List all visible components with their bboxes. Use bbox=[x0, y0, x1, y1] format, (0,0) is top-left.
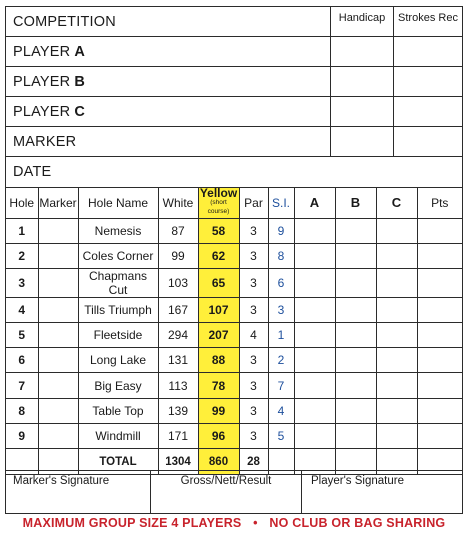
par-value: 4 bbox=[239, 323, 268, 348]
white-column-header: White bbox=[158, 188, 198, 218]
marker-score-cell[interactable] bbox=[38, 297, 78, 322]
date-label: DATE bbox=[13, 164, 52, 180]
player-b-row bbox=[6, 67, 462, 97]
table-row bbox=[6, 268, 462, 297]
player-b-score-cell[interactable] bbox=[335, 243, 376, 268]
white-yardage: 171 bbox=[158, 423, 198, 448]
par-value: 3 bbox=[239, 297, 268, 322]
player-c-strokes-field[interactable] bbox=[394, 97, 462, 126]
yellow-yardage: 96 bbox=[198, 423, 239, 448]
hole-number: 9 bbox=[6, 423, 38, 448]
scorecard-header bbox=[6, 7, 462, 188]
table-row bbox=[6, 323, 462, 348]
hole-name: Coles Corner bbox=[78, 243, 158, 268]
hole-number: 7 bbox=[6, 373, 38, 398]
player-a-label: PLAYER A bbox=[6, 37, 331, 66]
yellow-yardage: 207 bbox=[198, 323, 239, 348]
scorecard bbox=[5, 6, 463, 514]
player-b-handicap-field[interactable] bbox=[331, 67, 394, 96]
white-yardage: 294 bbox=[158, 323, 198, 348]
player-a-column-header: A bbox=[294, 188, 335, 218]
player-c-handicap-field[interactable] bbox=[331, 97, 394, 126]
white-yardage: 139 bbox=[158, 398, 198, 423]
stroke-index: 7 bbox=[268, 373, 294, 398]
strokes-rec-header: Strokes Rec bbox=[398, 12, 458, 24]
stroke-index: 1 bbox=[268, 323, 294, 348]
player-b-score-cell[interactable] bbox=[335, 268, 376, 297]
white-yardage: 99 bbox=[158, 243, 198, 268]
points-cell[interactable] bbox=[417, 297, 462, 322]
marker-signature-field[interactable]: Marker's Signature bbox=[6, 471, 151, 513]
player-a-score-cell[interactable] bbox=[294, 243, 335, 268]
score-table bbox=[6, 188, 462, 475]
player-a-score-cell[interactable] bbox=[294, 323, 335, 348]
player-b-label: PLAYER B bbox=[6, 67, 331, 96]
hole-name: Windmill bbox=[78, 423, 158, 448]
yellow-yardage: 65 bbox=[198, 268, 239, 297]
si-column-header: S.I. bbox=[268, 188, 294, 218]
player-b-score-cell[interactable] bbox=[335, 323, 376, 348]
marker-score-cell[interactable] bbox=[38, 348, 78, 373]
footer-separator: • bbox=[253, 516, 258, 530]
par-value: 3 bbox=[239, 268, 268, 297]
hole-number: 1 bbox=[6, 218, 38, 243]
player-c-score-cell[interactable] bbox=[376, 243, 417, 268]
points-cell[interactable] bbox=[417, 323, 462, 348]
player-b-score-cell[interactable] bbox=[335, 218, 376, 243]
points-cell[interactable] bbox=[417, 348, 462, 373]
competition-label: COMPETITION bbox=[6, 7, 331, 36]
hole-number: 6 bbox=[6, 348, 38, 373]
hole-name: Tills Triumph bbox=[78, 297, 158, 322]
hole-name: Big Easy bbox=[78, 373, 158, 398]
hole-column-header: Hole bbox=[6, 188, 38, 218]
par-value: 3 bbox=[239, 423, 268, 448]
rules-footer bbox=[0, 516, 468, 530]
hole-name: Table Top bbox=[78, 398, 158, 423]
white-yardage: 167 bbox=[158, 297, 198, 322]
player-a-strokes-field[interactable] bbox=[394, 37, 462, 66]
par-value: 3 bbox=[239, 243, 268, 268]
player-a-score-cell[interactable] bbox=[294, 297, 335, 322]
total-yellow: 860 bbox=[198, 449, 239, 475]
marker-score-cell[interactable] bbox=[38, 423, 78, 448]
points-cell[interactable] bbox=[417, 268, 462, 297]
yellow-yardage: 62 bbox=[198, 243, 239, 268]
yellow-yardage: 107 bbox=[198, 297, 239, 322]
hole-name-column-header: Hole Name bbox=[78, 188, 158, 218]
table-row bbox=[6, 348, 462, 373]
marker-score-cell[interactable] bbox=[38, 398, 78, 423]
par-value: 3 bbox=[239, 218, 268, 243]
stroke-index: 5 bbox=[268, 423, 294, 448]
hole-number: 4 bbox=[6, 297, 38, 322]
stroke-index: 2 bbox=[268, 348, 294, 373]
par-value: 3 bbox=[239, 348, 268, 373]
player-b-score-cell[interactable] bbox=[335, 423, 376, 448]
player-c-score-cell[interactable] bbox=[376, 218, 417, 243]
points-cell[interactable] bbox=[417, 218, 462, 243]
stroke-index: 3 bbox=[268, 297, 294, 322]
player-b-score-cell[interactable] bbox=[335, 297, 376, 322]
yellow-yardage: 88 bbox=[198, 348, 239, 373]
player-b-score-cell[interactable] bbox=[335, 373, 376, 398]
date-row bbox=[6, 157, 462, 188]
player-c-score-cell[interactable] bbox=[376, 373, 417, 398]
handicap-header: Handicap bbox=[331, 7, 394, 36]
marker-score-cell[interactable] bbox=[38, 268, 78, 297]
stroke-index: 8 bbox=[268, 243, 294, 268]
player-a-score-cell[interactable] bbox=[294, 268, 335, 297]
player-c-score-cell[interactable] bbox=[376, 423, 417, 448]
marker-row bbox=[6, 127, 462, 157]
table-row bbox=[6, 398, 462, 423]
table-row bbox=[6, 218, 462, 243]
competition-row bbox=[6, 7, 462, 37]
yellow-yardage: 78 bbox=[198, 373, 239, 398]
marker-column-header: Marker bbox=[38, 188, 78, 218]
par-value: 3 bbox=[239, 398, 268, 423]
white-yardage: 113 bbox=[158, 373, 198, 398]
stroke-index: 4 bbox=[268, 398, 294, 423]
player-c-row bbox=[6, 97, 462, 127]
hole-name: Long Lake bbox=[78, 348, 158, 373]
sharing-rule: NO CLUB OR BAG SHARING bbox=[269, 516, 446, 530]
table-row bbox=[6, 243, 462, 268]
marker-score-cell[interactable] bbox=[38, 373, 78, 398]
player-a-score-cell[interactable] bbox=[294, 423, 335, 448]
yellow-yardage: 58 bbox=[198, 218, 239, 243]
yellow-column-header: Yellow (short course) bbox=[198, 188, 239, 218]
white-yardage: 103 bbox=[158, 268, 198, 297]
table-row bbox=[6, 297, 462, 322]
hole-number: 8 bbox=[6, 398, 38, 423]
player-a-score-cell[interactable] bbox=[294, 398, 335, 423]
marker-score-cell[interactable] bbox=[38, 323, 78, 348]
gross-nett-result-field[interactable]: Gross/Nett/Result bbox=[151, 471, 302, 513]
player-c-score-cell[interactable] bbox=[376, 398, 417, 423]
player-c-score-cell[interactable] bbox=[376, 348, 417, 373]
player-b-strokes-field[interactable] bbox=[394, 67, 462, 96]
table-row bbox=[6, 373, 462, 398]
hole-number: 5 bbox=[6, 323, 38, 348]
points-cell[interactable] bbox=[417, 398, 462, 423]
hole-name: Chapmans Cut bbox=[78, 268, 158, 297]
player-c-score-cell[interactable] bbox=[376, 268, 417, 297]
player-signature-field[interactable]: Player's Signature bbox=[311, 475, 404, 487]
stroke-index: 9 bbox=[268, 218, 294, 243]
player-b-score-cell[interactable] bbox=[335, 348, 376, 373]
player-b-column-header: B bbox=[335, 188, 376, 218]
group-size-rule: MAXIMUM GROUP SIZE 4 PLAYERS bbox=[22, 516, 242, 530]
white-yardage: 131 bbox=[158, 348, 198, 373]
player-c-column-header: C bbox=[376, 188, 417, 218]
total-label: TOTAL bbox=[78, 449, 158, 475]
player-c-score-cell[interactable] bbox=[376, 323, 417, 348]
marker-score-cell[interactable] bbox=[38, 243, 78, 268]
marker-handicap-field[interactable] bbox=[331, 127, 394, 156]
table-row bbox=[6, 423, 462, 448]
player-a-score-cell[interactable] bbox=[294, 373, 335, 398]
points-cell[interactable] bbox=[417, 373, 462, 398]
player-a-score-cell[interactable] bbox=[294, 218, 335, 243]
hole-number: 3 bbox=[6, 268, 38, 297]
player-a-row bbox=[6, 37, 462, 67]
signature-row bbox=[6, 470, 462, 513]
par-value: 3 bbox=[239, 373, 268, 398]
points-cell[interactable] bbox=[417, 243, 462, 268]
par-column-header: Par bbox=[239, 188, 268, 218]
points-column-header: Pts bbox=[417, 188, 462, 218]
yellow-yardage: 99 bbox=[198, 398, 239, 423]
total-par: 28 bbox=[239, 449, 268, 475]
player-c-label: PLAYER C bbox=[6, 97, 331, 126]
marker-label: MARKER bbox=[6, 127, 331, 156]
marker-score-cell[interactable] bbox=[38, 218, 78, 243]
player-a-handicap-field[interactable] bbox=[331, 37, 394, 66]
stroke-index: 6 bbox=[268, 268, 294, 297]
hole-name: Fleetside bbox=[78, 323, 158, 348]
player-a-score-cell[interactable] bbox=[294, 348, 335, 373]
marker-strokes-field[interactable] bbox=[394, 127, 462, 156]
column-header-row bbox=[6, 188, 462, 218]
hole-name: Nemesis bbox=[78, 218, 158, 243]
player-b-score-cell[interactable] bbox=[335, 398, 376, 423]
points-cell[interactable] bbox=[417, 423, 462, 448]
white-yardage: 87 bbox=[158, 218, 198, 243]
hole-number: 2 bbox=[6, 243, 38, 268]
player-c-score-cell[interactable] bbox=[376, 297, 417, 322]
total-white: 1304 bbox=[158, 449, 198, 475]
